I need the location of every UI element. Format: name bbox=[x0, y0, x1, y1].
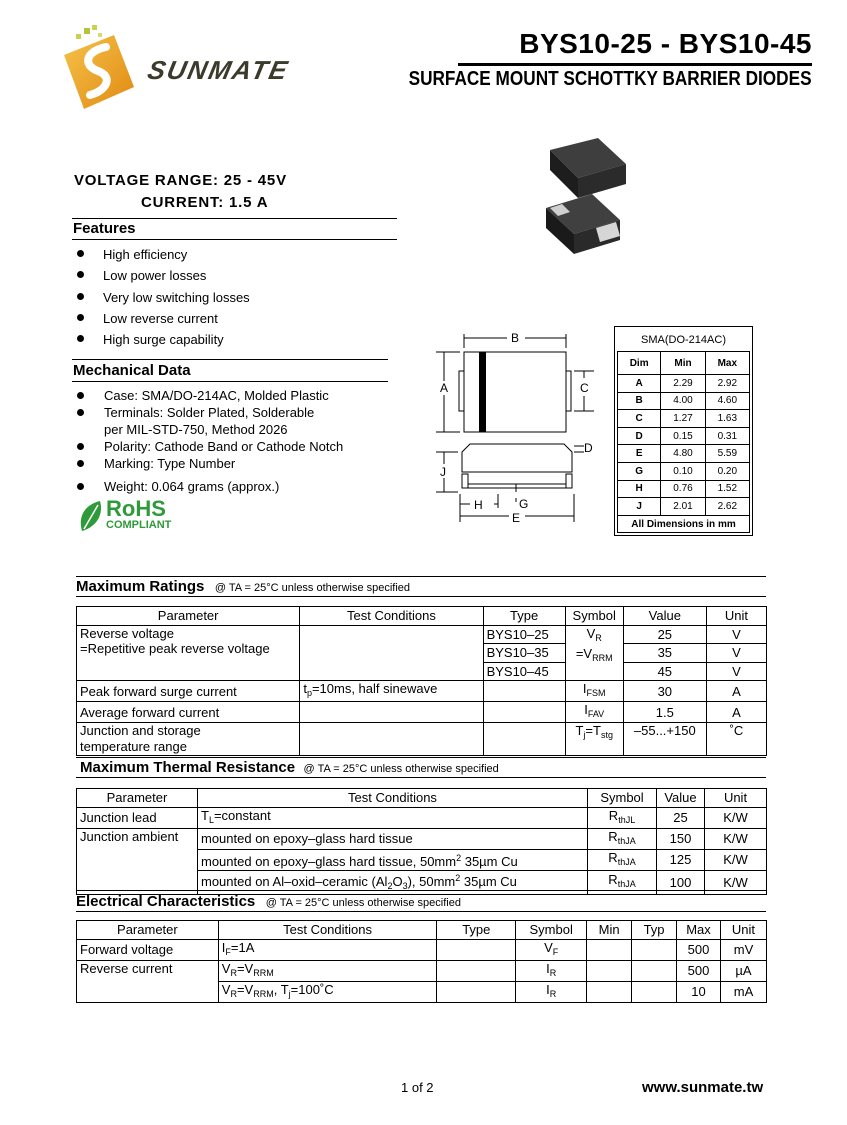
table-row: mounted on epoxy–glass hard tissue, $50mm^2$ 35µm Cu $R_{thJA}$ 125 K/W bbox=[77, 849, 767, 870]
thermal-rule-top bbox=[76, 757, 766, 758]
electrical-rule-top bbox=[76, 890, 766, 891]
table-row: A 2.29 2.92 bbox=[618, 375, 750, 393]
table-row: Forward voltage $I_F=1A$ $V_F$ 500 mV bbox=[77, 939, 767, 960]
table-row: Average forward current $I_{FAV}$ 1.5 A bbox=[77, 702, 767, 723]
list-item: Marking: Type Number bbox=[73, 455, 403, 472]
component-photo bbox=[540, 136, 630, 266]
list-item: per MIL-STD-750, Method 2026 bbox=[104, 422, 288, 437]
thermal-note: @ TA = 25°C unless otherwise specified bbox=[303, 763, 499, 775]
max-ratings-rule-top bbox=[76, 576, 766, 577]
rohs-label: RoHS bbox=[106, 496, 166, 521]
bullet-icon bbox=[77, 293, 84, 300]
bullet-icon bbox=[77, 335, 84, 342]
thermal-table bbox=[76, 788, 767, 895]
max-ratings-heading: Maximum Ratings bbox=[76, 578, 205, 595]
page-title: BYS10-25 - BYS10-45 bbox=[519, 28, 812, 59]
electrical-note: @ TA = 25°C unless otherwise specified bbox=[265, 897, 461, 909]
table-row: B 4.00 4.60 bbox=[618, 392, 750, 410]
page-number: 1 of 2 bbox=[401, 1080, 434, 1095]
list-item: Case: SMA/DO-214AC, Molded Plastic bbox=[73, 387, 403, 404]
table-row: C 1.27 1.63 bbox=[618, 410, 750, 428]
table-row: mounted on Al–oxid–ceramic $(Al_2O_3)$, $50mm^2$ 35µm Cu $R_{thJA}$ 100 K/W bbox=[77, 870, 767, 894]
features-rule-bottom bbox=[72, 239, 397, 240]
table-row: Junction ambient mounted on epoxy–glass hard tissue $R_{thJA}$ 150 K/W bbox=[77, 828, 767, 849]
list-item: High surge capability bbox=[73, 329, 393, 350]
list-item: Polarity: Cathode Band or Cathode Notch bbox=[73, 438, 403, 455]
max-ratings-header bbox=[76, 578, 410, 596]
logo-text: SUNMATE bbox=[144, 55, 292, 85]
electrical-header bbox=[76, 893, 461, 911]
dim-label-c: C bbox=[580, 381, 589, 395]
table-row: Reverse voltage =Repetitive peak reverse voltage BYS10–25 $V_R$ $=V_{RRM}$ 25 V bbox=[77, 625, 767, 644]
table-row: Peak forward surge current $t_p=10ms$, half sinewave $I_{FSM}$ 30 A bbox=[77, 681, 767, 702]
list-item: Low reverse current bbox=[73, 308, 393, 329]
electrical-rule-bottom bbox=[76, 911, 766, 912]
thermal-heading: Maximum Thermal Resistance bbox=[80, 759, 296, 776]
bullet-icon bbox=[77, 483, 84, 490]
table-row: E 4.80 5.59 bbox=[618, 445, 750, 463]
features-heading: Features bbox=[73, 220, 136, 237]
list-item: High efficiency bbox=[73, 244, 393, 265]
dimensions-panel bbox=[614, 326, 753, 536]
features-list bbox=[73, 244, 393, 350]
list-item: Terminals: Solder Plated, Solderable bbox=[73, 404, 403, 421]
bullet-icon bbox=[77, 443, 84, 450]
table-row: BYS10–45 45 V bbox=[77, 662, 767, 681]
website-link[interactable]: www.sunmate.tw bbox=[642, 1079, 764, 1096]
thermal-header bbox=[80, 759, 499, 777]
table-header-row: Parameter Test Conditions Symbol Value Unit bbox=[77, 789, 767, 808]
table-row: Junction and storage temperature range $T_j=T_{stg}$ –55...+150 ˚C bbox=[77, 723, 767, 756]
bullet-icon bbox=[77, 460, 84, 467]
list-item: Very low switching losses bbox=[73, 287, 393, 308]
max-ratings-table bbox=[76, 606, 767, 756]
electrical-heading: Electrical Characteristics bbox=[76, 893, 256, 910]
leaf-icon bbox=[78, 499, 104, 533]
table-header-row: Parameter Test Conditions Type Symbol Min Typ Max Unit bbox=[77, 921, 767, 940]
max-ratings-rule-bottom bbox=[76, 596, 766, 597]
dim-table-footer: All Dimensions in mm bbox=[618, 515, 750, 533]
dim-label-a: A bbox=[440, 381, 449, 395]
dim-label-g: G bbox=[519, 497, 529, 511]
bullet-icon bbox=[77, 271, 84, 278]
dim-label-j: J bbox=[440, 465, 446, 479]
bullet-icon bbox=[77, 392, 84, 399]
title-divider bbox=[458, 63, 812, 66]
dim-label-h: H bbox=[474, 498, 483, 512]
bullet-icon bbox=[77, 409, 84, 416]
table-row: J 2.01 2.62 bbox=[618, 498, 750, 516]
page-subtitle: SURFACE MOUNT SCHOTTKY BARRIER DIODES bbox=[409, 68, 812, 90]
features-rule-top bbox=[72, 218, 397, 219]
mechanical-list bbox=[73, 387, 403, 495]
rohs-badge bbox=[78, 498, 188, 534]
bullet-icon bbox=[77, 314, 84, 321]
table-row: H 0.76 1.52 bbox=[618, 480, 750, 498]
table-row: BYS10–35 35 V bbox=[77, 644, 767, 663]
mechanical-rule-bottom bbox=[72, 381, 388, 382]
list-item: Low power losses bbox=[73, 265, 393, 286]
list-item: Weight: 0.064 grams (approx.) bbox=[73, 478, 403, 495]
dim-label-d: D bbox=[584, 441, 593, 455]
max-ratings-note: @ TA = 25°C unless otherwise specified bbox=[214, 582, 411, 594]
rohs-compliant-label: COMPLIANT bbox=[106, 519, 172, 531]
mechanical-rule-top bbox=[72, 359, 388, 360]
table-row: D 0.15 0.31 bbox=[618, 427, 750, 445]
mechanical-heading: Mechanical Data bbox=[73, 362, 191, 379]
table-header-row: Parameter Test Conditions Type Symbol Value Unit bbox=[77, 607, 767, 626]
table-row: Junction lead $T_L=constant$ $R_{thJL}$ 25 K/W bbox=[77, 807, 767, 828]
table-row: G 0.10 0.20 bbox=[618, 462, 750, 480]
package-outline-diagram bbox=[432, 326, 602, 530]
table-header-row: Dim Min Max bbox=[618, 352, 750, 375]
dim-label-e: E bbox=[512, 511, 521, 525]
electrical-table bbox=[76, 920, 767, 1003]
table-row: $V_R=V_{RRM}$, $T_j=100˚C$ $I_R$ 10 mA bbox=[77, 981, 767, 1002]
dim-label-b: B bbox=[511, 331, 520, 345]
table-row: Reverse current $V_R=V_{RRM}$ $I_R$ 500 µA bbox=[77, 960, 767, 981]
thermal-rule-bottom bbox=[76, 777, 766, 778]
current-rating: CURRENT: 1.5 A bbox=[141, 194, 269, 211]
dim-table-title: SMA(DO-214AC) bbox=[618, 329, 750, 352]
bullet-icon bbox=[77, 250, 84, 257]
company-logo bbox=[58, 25, 320, 117]
voltage-range: VOLTAGE RANGE: 25 - 45V bbox=[74, 172, 287, 189]
dimensions-table bbox=[617, 329, 750, 533]
